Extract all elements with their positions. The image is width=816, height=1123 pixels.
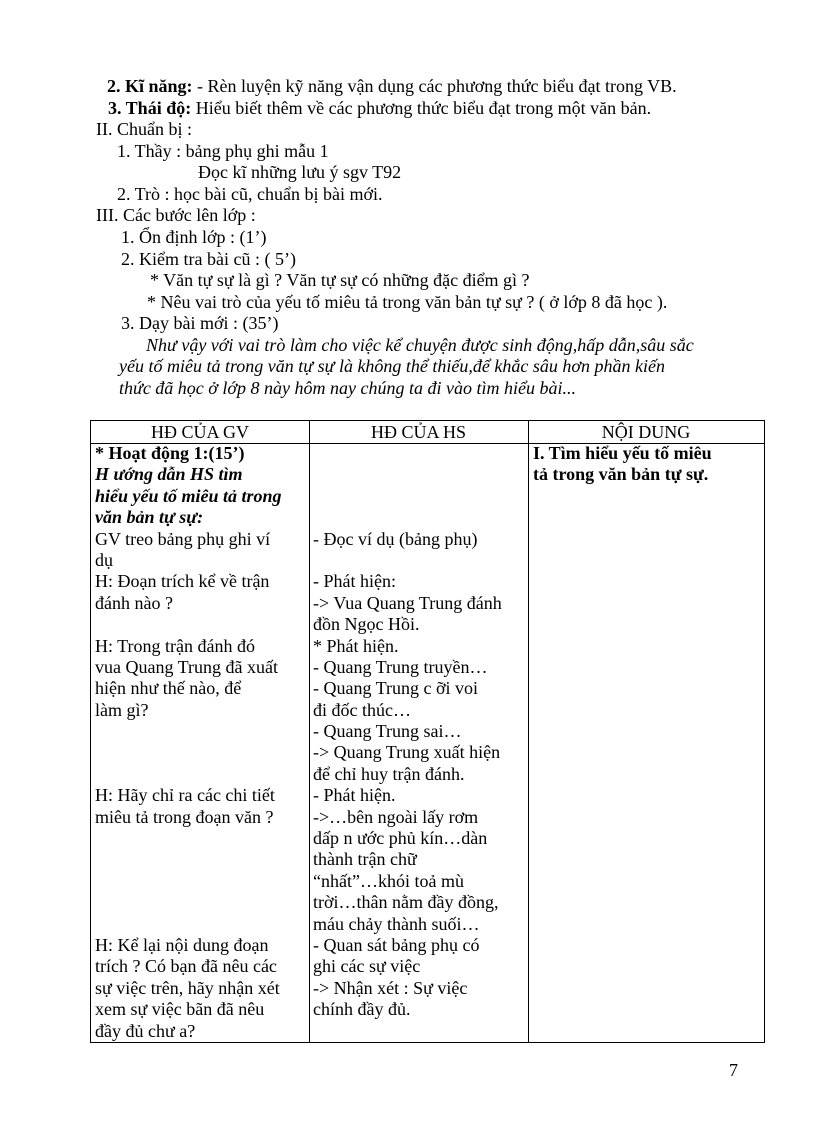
review-question-2: * Nêu vai trò của yếu tố miêu tả trong văn bản tự sự ? ( ở lớp 8 đã học ). — [147, 292, 668, 312]
prep-student: 2. Trò : học bài cũ, chuẩn bị bài mới. — [117, 184, 383, 204]
lead-line-3: thức đã học ở lớp 8 này hôm nay chúng ta đi vào tìm hiểu bài... — [119, 378, 576, 398]
header-hs: HĐ CỦA HS — [370, 422, 467, 442]
skill-text: - Rèn luyện kỹ năng vận dụng các phương thức biểu đạt trong VB. — [192, 76, 677, 96]
hs-line: -> Quang Trung xuất hiện — [313, 742, 501, 763]
blank-line — [313, 507, 521, 528]
steps-heading: III. Các bước lên lớp : — [96, 205, 256, 225]
hs-line: chính đầy đủ. — [313, 999, 411, 1020]
gv-line: H: Hãy chỉ ra các chi tiết — [95, 785, 275, 806]
header-content: NỘI DUNG — [601, 422, 691, 442]
gv-line: vua Quang Trung đã xuất — [95, 656, 278, 677]
skill-label: 2. Kĩ năng: — [107, 76, 193, 96]
step-1: 1. Ổn định lớp : (1’) — [121, 227, 267, 247]
gv-line: văn bản tự sự: — [95, 507, 204, 528]
hs-line: - Quang Trung c ỡi voi — [313, 678, 479, 699]
hs-line: dấp n ước phủ kín…dàn — [313, 828, 488, 849]
blank-line — [313, 486, 521, 507]
hs-line: -> Nhận xét : Sự việc — [313, 977, 468, 998]
content-column — [533, 443, 761, 486]
hs-line: “nhất”…khói toả mù — [313, 870, 464, 891]
hs-line: để chỉ huy trận đánh. — [313, 763, 465, 784]
column-divider — [309, 421, 310, 1042]
gv-line: miêu tả trong đoạn văn ? — [95, 806, 274, 827]
gv-line: trích ? Có bạn đã nêu các — [95, 956, 277, 977]
attitude-text: Hiểu biết thêm về các phương thức biểu đạt trong một văn bản. — [191, 98, 652, 118]
page-number: 7 — [729, 1060, 738, 1080]
review-question-1: * Văn tự sự là gì ? Văn tự sự có những đặc điểm gì ? — [150, 270, 530, 290]
lesson-table — [90, 420, 765, 1043]
blank-line — [313, 464, 521, 485]
gv-line: dụ — [95, 549, 113, 570]
blank-line — [95, 828, 307, 849]
hs-line: đồn Ngọc Hồi. — [313, 614, 420, 635]
hs-column — [313, 443, 521, 1021]
skill-line — [107, 76, 677, 97]
gv-line: xem sự việc bãn đã nêu — [95, 999, 265, 1020]
content-line: tả trong văn bản tự sự. — [533, 464, 709, 485]
hs-line: ->…bên ngoài lấy rơm — [313, 806, 479, 827]
hs-line: - Phát hiện. — [313, 785, 396, 806]
hs-line: ghi các sự việc — [313, 956, 421, 977]
gv-line: GV treo bảng phụ ghi ví — [95, 528, 271, 549]
gv-line: hiện như thế nào, để — [95, 678, 242, 699]
hs-line: máu chảy thành suối… — [313, 913, 480, 934]
content-line: I. Tìm hiểu yếu tố miêu — [533, 443, 712, 463]
gv-line: làm gì? — [95, 699, 149, 720]
attitude-line — [108, 98, 651, 119]
blank-line — [95, 764, 307, 785]
hs-line: - Đọc ví dụ (bảng phụ) — [313, 528, 478, 549]
prep-teacher-2: Đọc kĩ những lưu ý sgv T92 — [198, 162, 402, 182]
blank-line — [95, 849, 307, 870]
step-2: 2. Kiểm tra bài cũ : ( 5’) — [121, 249, 296, 269]
hs-line: - Quang Trung sai… — [313, 721, 462, 742]
lead-line-1: Như vậy với vai trò làm cho việc kể chuyện được sinh động,hấp dẫn,sâu sắc — [146, 335, 694, 355]
hs-line: - Phát hiện: — [313, 571, 396, 592]
blank-line — [95, 914, 307, 935]
gv-line: sự việc trên, hãy nhận xét — [95, 977, 280, 998]
blank-line — [95, 742, 307, 763]
blank-line — [95, 892, 307, 913]
step-3: 3. Dạy bài mới : (35’) — [121, 313, 279, 333]
gv-line: đánh nào ? — [95, 592, 173, 613]
gv-line: đầy đủ chư a? — [95, 1020, 196, 1041]
gv-line: * Hoạt động 1:(15’) — [95, 443, 245, 463]
gv-line: H: Đoạn trích kể về trận — [95, 571, 270, 592]
hs-line: trời…thân nằm đầy đồng, — [313, 892, 499, 913]
blank-line — [95, 871, 307, 892]
header-gv: HĐ CỦA GV — [150, 422, 249, 442]
prep-heading: II. Chuẩn bị : — [96, 119, 192, 139]
gv-column — [95, 443, 307, 1042]
hs-line: * Phát hiện. — [313, 635, 399, 656]
gv-line: hiểu yếu tố miêu tả trong — [95, 485, 282, 506]
column-divider — [528, 421, 529, 1042]
lead-line-2: yếu tố miêu tả trong văn tự sự là không thể thiếu,để khắc sâu hơn phần kiến — [119, 356, 665, 376]
hs-line: - Quang Trung truyền… — [313, 656, 488, 677]
prep-teacher: 1. Thầy : bảng phụ ghi mẫu 1 — [117, 141, 329, 161]
hs-line: - Quan sát bảng phụ có — [313, 934, 480, 955]
blank-line — [95, 721, 307, 742]
hs-line: thành trận chữ — [313, 849, 417, 870]
gv-line: H ướng dẫn HS tìm — [95, 464, 243, 485]
blank-line — [313, 550, 521, 571]
blank-line — [313, 443, 521, 464]
gv-line: H: Trong trận đánh đó — [95, 635, 256, 656]
hs-line: đi đốc thúc… — [313, 699, 411, 720]
attitude-label: 3. Thái độ: — [108, 98, 192, 118]
blank-line — [95, 614, 307, 635]
hs-line: -> Vua Quang Trung đánh — [313, 592, 502, 613]
gv-line: H: Kể lại nội dung đoạn — [95, 934, 269, 955]
